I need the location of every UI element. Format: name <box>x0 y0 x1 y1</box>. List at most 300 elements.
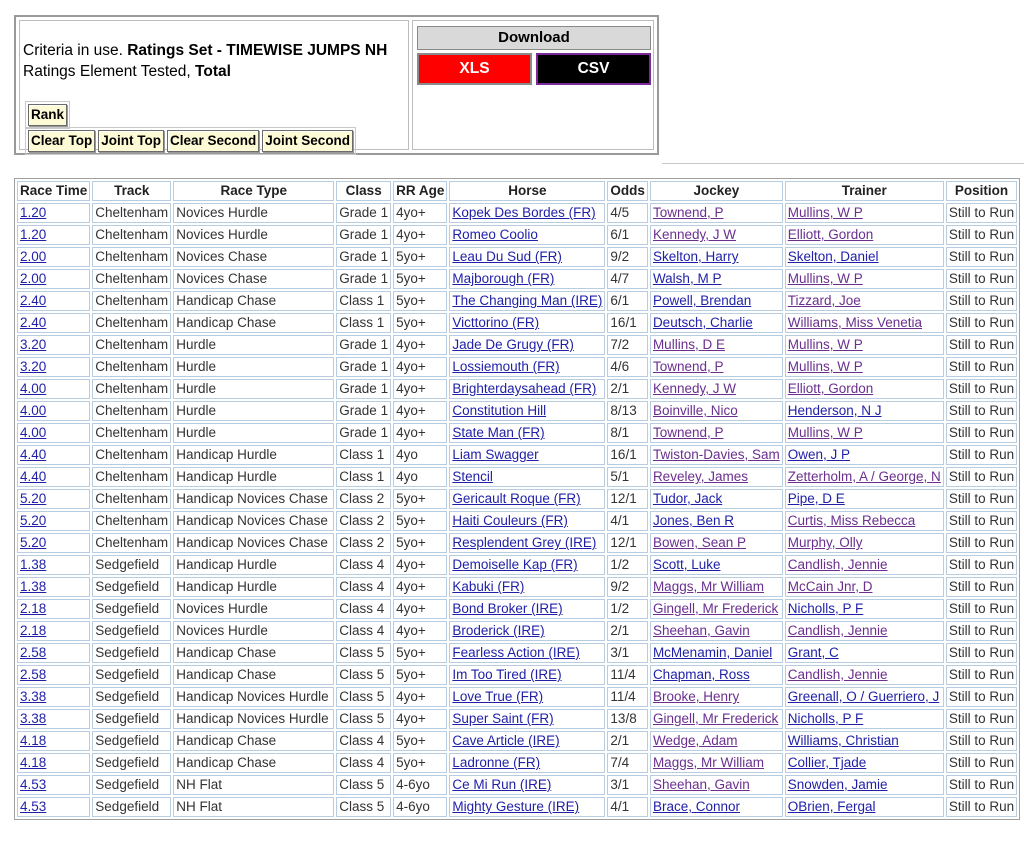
horse-link[interactable]: Romeo Coolio <box>452 227 538 242</box>
horse-link[interactable]: Jade De Grugy (FR) <box>452 337 574 352</box>
table-row <box>17 599 1017 619</box>
download-title: Download <box>417 26 651 50</box>
trainer-link[interactable]: Elliott, Gordon <box>787 381 874 396</box>
rank-group <box>25 101 70 129</box>
cell-race-time <box>17 687 90 707</box>
jockey-link[interactable]: Sheehan, Gavin <box>652 777 750 792</box>
table-row <box>17 379 1017 399</box>
jockey-link[interactable]: Bowen, Sean P <box>652 535 747 550</box>
horse-link[interactable]: Fearless Action (IRE) <box>452 645 580 660</box>
cell-class: Class 2 <box>336 489 391 509</box>
horse-link[interactable]: Kabuki (FR) <box>452 579 525 594</box>
cell-trainer <box>785 357 944 377</box>
cell-class: Class 4 <box>336 621 391 641</box>
cell-trainer <box>785 665 944 685</box>
cell-race-type: Novices Chase <box>173 269 334 289</box>
table-row <box>17 665 1017 685</box>
col-horse[interactable]: Horse <box>449 181 605 201</box>
horse-link[interactable]: Cave Article (IRE) <box>452 733 560 748</box>
race-time-link[interactable]: 2.00 <box>20 271 47 286</box>
trainer-link[interactable]: Mullins, W P <box>787 205 863 220</box>
cell-odds: 1/2 <box>607 599 648 619</box>
cell-race-time <box>17 709 90 729</box>
jockey-link[interactable]: Mullins, D E <box>652 337 725 352</box>
cell-track: Cheltenham <box>92 357 171 377</box>
cell-trainer <box>785 203 944 223</box>
horse-link[interactable]: Im Too Tired (IRE) <box>452 667 562 682</box>
cell-odds: 8/13 <box>607 401 648 421</box>
cell-trainer <box>785 753 944 773</box>
cell-class: Grade 1 <box>336 335 391 355</box>
horse-link[interactable]: Love True (FR) <box>452 689 544 704</box>
cell-position: Still to Run <box>946 709 1017 729</box>
cell-class: Class 1 <box>336 291 391 311</box>
cell-position: Still to Run <box>946 247 1017 267</box>
cell-jockey <box>650 489 783 509</box>
horse-link[interactable]: Leau Du Sud (FR) <box>452 249 562 264</box>
race-time-link[interactable]: 3.20 <box>20 359 47 374</box>
cell-horse <box>449 797 605 817</box>
download-cell <box>412 20 654 150</box>
cell-race-time <box>17 731 90 751</box>
cell-race-time <box>17 467 90 487</box>
jockey-link[interactable]: Jones, Ben R <box>652 513 734 528</box>
race-time-link[interactable]: 1.38 <box>20 579 47 594</box>
table-row <box>17 533 1017 553</box>
clear-top-button[interactable]: Clear Top <box>28 130 95 152</box>
horse-link[interactable]: Bond Broker (IRE) <box>452 601 563 616</box>
jockey-link[interactable]: Townend, P <box>652 425 724 440</box>
trainer-link[interactable]: Williams, Christian <box>787 733 899 748</box>
cell-jockey <box>650 775 783 795</box>
cell-odds: 16/1 <box>607 313 648 333</box>
cell-jockey <box>650 665 783 685</box>
cell-race-time <box>17 379 90 399</box>
cell-track: Sedgefield <box>92 665 171 685</box>
cell-track: Cheltenham <box>92 489 171 509</box>
race-time-link[interactable]: 4.53 <box>20 777 47 792</box>
race-time-link[interactable]: 5.20 <box>20 513 47 528</box>
cell-odds: 2/1 <box>607 731 648 751</box>
horse-link[interactable]: Ce Mi Run (IRE) <box>452 777 552 792</box>
cell-jockey <box>650 621 783 641</box>
cell-odds: 4/1 <box>607 511 648 531</box>
jockey-link[interactable]: Chapman, Ross <box>652 667 750 682</box>
cell-horse <box>449 555 605 575</box>
criteria-element-tested <box>23 63 231 81</box>
cell-track: Sedgefield <box>92 731 171 751</box>
trainer-link[interactable]: Candlish, Jennie <box>787 557 888 572</box>
cell-jockey <box>650 225 783 245</box>
cell-jockey <box>650 467 783 487</box>
trainer-link[interactable]: Mullins, W P <box>787 359 863 374</box>
cell-track: Cheltenham <box>92 533 171 553</box>
cell-race-type: Handicap Chase <box>173 313 334 333</box>
trainer-link[interactable]: Curtis, Miss Rebecca <box>787 513 916 528</box>
cell-position: Still to Run <box>946 445 1017 465</box>
cell-rr-age: 5yo+ <box>393 489 447 509</box>
cell-race-time <box>17 555 90 575</box>
jockey-link[interactable]: Sheehan, Gavin <box>652 623 750 638</box>
col-trainer[interactable]: Trainer <box>785 181 944 201</box>
cell-position: Still to Run <box>946 467 1017 487</box>
cell-odds: 1/2 <box>607 555 648 575</box>
trainer-link[interactable]: Snowden, Jamie <box>787 777 888 792</box>
cell-race-type: Handicap Chase <box>173 291 334 311</box>
cell-rr-age: 5yo+ <box>393 643 447 663</box>
jockey-link[interactable]: Kennedy, J W <box>652 227 736 242</box>
race-time-link[interactable]: 4.00 <box>20 381 47 396</box>
race-time-link[interactable]: 2.58 <box>20 645 47 660</box>
horse-link[interactable]: Liam Swagger <box>452 447 539 462</box>
cell-race-type: Handicap Hurdle <box>173 577 334 597</box>
cell-position: Still to Run <box>946 665 1017 685</box>
cell-odds: 4/7 <box>607 269 648 289</box>
cell-position: Still to Run <box>946 511 1017 531</box>
trainer-link[interactable]: Collier, Tjade <box>787 755 867 770</box>
cell-class: Class 1 <box>336 313 391 333</box>
table-row <box>17 731 1017 751</box>
table-row <box>17 643 1017 663</box>
cell-position: Still to Run <box>946 577 1017 597</box>
trainer-link[interactable]: Candlish, Jennie <box>787 623 888 638</box>
cell-track: Sedgefield <box>92 621 171 641</box>
download-csv-button[interactable]: CSV <box>536 53 651 85</box>
race-time-link[interactable]: 4.18 <box>20 733 47 748</box>
cell-horse <box>449 665 605 685</box>
cell-horse <box>449 533 605 553</box>
cell-odds: 4/1 <box>607 797 648 817</box>
cell-rr-age: 4yo+ <box>393 401 447 421</box>
col-jockey[interactable]: Jockey <box>650 181 783 201</box>
cell-jockey <box>650 577 783 597</box>
cell-track: Cheltenham <box>92 247 171 267</box>
cell-class: Grade 1 <box>336 203 391 223</box>
cell-track: Sedgefield <box>92 709 171 729</box>
cell-position: Still to Run <box>946 797 1017 817</box>
criteria-label: Criteria in use. <box>23 42 128 59</box>
cell-race-type: Handicap Chase <box>173 753 334 773</box>
jockey-link[interactable]: Gingell, Mr Frederick <box>652 711 779 726</box>
cell-horse <box>449 401 605 421</box>
cell-jockey <box>650 379 783 399</box>
cell-jockey <box>650 643 783 663</box>
jockey-link[interactable]: Twiston-Davies, Sam <box>652 447 780 462</box>
table-row <box>17 467 1017 487</box>
race-time-link[interactable]: 2.40 <box>20 293 47 308</box>
jockey-link[interactable]: Deutsch, Charlie <box>652 315 753 330</box>
download-xls-button[interactable]: XLS <box>417 53 532 85</box>
cell-trainer <box>785 709 944 729</box>
cell-race-type: Hurdle <box>173 379 334 399</box>
cell-race-time <box>17 291 90 311</box>
race-time-link[interactable]: 2.18 <box>20 623 47 638</box>
cell-rr-age: 4-6yo <box>393 775 447 795</box>
criteria-ratings-set <box>23 42 387 60</box>
trainer-link[interactable]: Murphy, Olly <box>787 535 863 550</box>
cell-jockey <box>650 511 783 531</box>
joint-second-button[interactable]: Joint Second <box>262 130 353 152</box>
trainer-link[interactable]: Skelton, Daniel <box>787 249 879 264</box>
race-time-link[interactable]: 5.20 <box>20 491 47 506</box>
table-row <box>17 511 1017 531</box>
trainer-link[interactable]: Mullins, W P <box>787 425 863 440</box>
cell-jockey <box>650 533 783 553</box>
trainer-link[interactable]: Mullins, W P <box>787 337 863 352</box>
cell-trainer <box>785 533 944 553</box>
cell-track: Cheltenham <box>92 203 171 223</box>
horse-link[interactable]: Ladronne (FR) <box>452 755 541 770</box>
trainer-link[interactable]: McCain Jnr, D <box>787 579 873 594</box>
cell-track: Sedgefield <box>92 797 171 817</box>
trainer-link[interactable]: Williams, Miss Venetia <box>787 315 923 330</box>
horse-link[interactable]: Super Saint (FR) <box>452 711 554 726</box>
jockey-link[interactable]: Skelton, Harry <box>652 249 739 264</box>
cell-position: Still to Run <box>946 599 1017 619</box>
trainer-link[interactable]: Tizzard, Joe <box>787 293 861 308</box>
cell-rr-age: 5yo+ <box>393 753 447 773</box>
cell-position: Still to Run <box>946 313 1017 333</box>
cell-odds: 7/4 <box>607 753 648 773</box>
cell-race-time <box>17 643 90 663</box>
cell-race-type: Novices Hurdle <box>173 599 334 619</box>
cell-position: Still to Run <box>946 379 1017 399</box>
col-track[interactable]: Track <box>92 181 171 201</box>
cell-race-type: Novices Hurdle <box>173 203 334 223</box>
col-odds[interactable]: Odds <box>607 181 648 201</box>
cell-horse <box>449 731 605 751</box>
cell-rr-age: 4-6yo <box>393 797 447 817</box>
element-label: Ratings Element Tested, <box>23 63 196 80</box>
horse-link[interactable]: Haiti Couleurs (FR) <box>452 513 568 528</box>
race-time-link[interactable]: 2.00 <box>20 249 47 264</box>
trainer-link[interactable]: Owen, J P <box>787 447 851 462</box>
cell-horse <box>449 357 605 377</box>
race-time-link[interactable]: 5.20 <box>20 535 47 550</box>
table-row <box>17 775 1017 795</box>
cell-class: Class 5 <box>336 643 391 663</box>
table-row <box>17 401 1017 421</box>
cell-race-time <box>17 445 90 465</box>
jockey-link[interactable]: Gingell, Mr Frederick <box>652 601 779 616</box>
trainer-link[interactable]: Zetterholm, A / George, N <box>787 469 941 484</box>
horse-link[interactable]: Lossiemouth (FR) <box>452 359 560 374</box>
cell-odds: 3/1 <box>607 775 648 795</box>
cell-class: Class 4 <box>336 731 391 751</box>
race-time-link[interactable]: 2.40 <box>20 315 47 330</box>
jockey-link[interactable]: Maggs, Mr William <box>652 579 764 594</box>
race-time-link[interactable]: 4.40 <box>20 469 47 484</box>
jockey-link[interactable]: Scott, Luke <box>652 557 721 572</box>
horse-link[interactable]: Victtorino (FR) <box>452 315 540 330</box>
horse-link[interactable]: Majborough (FR) <box>452 271 555 286</box>
jockey-link[interactable]: Maggs, Mr William <box>652 755 764 770</box>
cell-horse <box>449 511 605 531</box>
horse-link[interactable]: The Changing Man (IRE) <box>452 293 603 308</box>
table-row <box>17 489 1017 509</box>
cell-track: Cheltenham <box>92 225 171 245</box>
cell-track: Cheltenham <box>92 379 171 399</box>
cell-position: Still to Run <box>946 555 1017 575</box>
cell-odds: 6/1 <box>607 291 648 311</box>
cell-odds: 13/8 <box>607 709 648 729</box>
cell-horse <box>449 753 605 773</box>
trainer-link[interactable]: Candlish, Jennie <box>787 667 888 682</box>
jockey-link[interactable]: Powell, Brendan <box>652 293 752 308</box>
cell-odds: 8/1 <box>607 423 648 443</box>
col-position[interactable]: Position <box>946 181 1017 201</box>
cell-track: Sedgefield <box>92 687 171 707</box>
cell-horse <box>449 577 605 597</box>
trainer-link[interactable]: Henderson, N J <box>787 403 882 418</box>
cell-class: Grade 1 <box>336 379 391 399</box>
clear-second-button[interactable]: Clear Second <box>167 130 259 152</box>
cell-rr-age: 4yo+ <box>393 577 447 597</box>
cell-race-time <box>17 511 90 531</box>
horse-link[interactable]: State Man (FR) <box>452 425 545 440</box>
cell-class: Grade 1 <box>336 357 391 377</box>
cell-class: Grade 1 <box>336 247 391 267</box>
race-time-link[interactable]: 1.20 <box>20 227 47 242</box>
horse-link[interactable]: Mighty Gesture (IRE) <box>452 799 580 814</box>
horse-link[interactable]: Gericault Roque (FR) <box>452 491 581 506</box>
horse-link[interactable]: Stencil <box>452 469 493 484</box>
cell-position: Still to Run <box>946 225 1017 245</box>
cell-odds: 4/5 <box>607 203 648 223</box>
rank-button[interactable]: Rank <box>28 104 67 126</box>
horse-link[interactable]: Broderick (IRE) <box>452 623 545 638</box>
cell-rr-age: 4yo+ <box>393 423 447 443</box>
cell-position: Still to Run <box>946 401 1017 421</box>
jockey-link[interactable]: Brooke, Henry <box>652 689 740 704</box>
race-time-link[interactable]: 4.18 <box>20 755 47 770</box>
cell-race-time <box>17 247 90 267</box>
element-value: Total <box>195 63 231 80</box>
race-time-link[interactable]: 2.58 <box>20 667 47 682</box>
cell-rr-age: 4yo+ <box>393 379 447 399</box>
cell-race-type: Handicap Novices Hurdle <box>173 687 334 707</box>
cell-race-type: Handicap Chase <box>173 665 334 685</box>
cell-class: Class 5 <box>336 797 391 817</box>
col-rr-age[interactable]: RR Age <box>393 181 447 201</box>
cell-trainer <box>785 467 944 487</box>
race-time-link[interactable]: 4.00 <box>20 403 47 418</box>
trainer-link[interactable]: Elliott, Gordon <box>787 227 874 242</box>
cell-odds: 11/4 <box>607 665 648 685</box>
jockey-link[interactable]: Boinville, Nico <box>652 403 738 418</box>
race-time-link[interactable]: 1.38 <box>20 557 47 572</box>
cell-race-time <box>17 621 90 641</box>
cell-odds: 2/1 <box>607 379 648 399</box>
cell-position: Still to Run <box>946 731 1017 751</box>
trainer-link[interactable]: Mullins, W P <box>787 271 863 286</box>
cell-horse <box>449 269 605 289</box>
cell-trainer <box>785 247 944 267</box>
jockey-link[interactable]: Walsh, M P <box>652 271 722 286</box>
cell-class: Class 4 <box>336 555 391 575</box>
race-time-link[interactable]: 2.18 <box>20 601 47 616</box>
cell-position: Still to Run <box>946 335 1017 355</box>
trainer-link[interactable]: Nicholls, P F <box>787 711 864 726</box>
cell-race-time <box>17 753 90 773</box>
cell-trainer <box>785 621 944 641</box>
race-time-link[interactable]: 4.40 <box>20 447 47 462</box>
cell-horse <box>449 687 605 707</box>
cell-trainer <box>785 489 944 509</box>
cell-odds: 7/2 <box>607 335 648 355</box>
cell-trainer <box>785 775 944 795</box>
horse-link[interactable]: Brighterdaysahead (FR) <box>452 381 597 396</box>
trainer-link[interactable]: Greenall, O / Guerriero, J <box>787 689 940 704</box>
cell-race-type: Handicap Hurdle <box>173 467 334 487</box>
race-time-link[interactable]: 3.38 <box>20 711 47 726</box>
cell-horse <box>449 643 605 663</box>
horse-link[interactable]: Kopek Des Bordes (FR) <box>452 205 596 220</box>
cell-race-type: Handicap Novices Chase <box>173 511 334 531</box>
trainer-link[interactable]: OBrien, Fergal <box>787 799 876 814</box>
col-class[interactable]: Class <box>336 181 391 201</box>
cell-class: Class 2 <box>336 511 391 531</box>
table-row <box>17 555 1017 575</box>
cell-class: Class 5 <box>336 665 391 685</box>
jockey-link[interactable]: Wedge, Adam <box>652 733 738 748</box>
cell-race-type: Novices Chase <box>173 247 334 267</box>
race-time-link[interactable]: 1.20 <box>20 205 47 220</box>
cell-class: Class 2 <box>336 533 391 553</box>
joint-top-button[interactable]: Joint Top <box>98 130 164 152</box>
jockey-link[interactable]: Kennedy, J W <box>652 381 736 396</box>
cell-odds: 9/2 <box>607 577 648 597</box>
race-time-link[interactable]: 4.53 <box>20 799 47 814</box>
horse-link[interactable]: Resplendent Grey (IRE) <box>452 535 597 550</box>
cell-race-type: Novices Hurdle <box>173 621 334 641</box>
race-time-link[interactable]: 3.20 <box>20 337 47 352</box>
cell-class: Class 5 <box>336 709 391 729</box>
table-row <box>17 445 1017 465</box>
jockey-link[interactable]: Reveley, James <box>652 469 748 484</box>
cell-trainer <box>785 643 944 663</box>
cell-trainer <box>785 599 944 619</box>
cell-rr-age: 4yo+ <box>393 555 447 575</box>
cell-jockey <box>650 423 783 443</box>
jockey-link[interactable]: Brace, Connor <box>652 799 740 814</box>
jockey-link[interactable]: Townend, P <box>652 205 724 220</box>
cell-horse <box>449 203 605 223</box>
cell-odds: 4/6 <box>607 357 648 377</box>
cell-rr-age: 5yo+ <box>393 313 447 333</box>
trainer-link[interactable]: Nicholls, P F <box>787 601 864 616</box>
cell-race-type: Handicap Novices Chase <box>173 533 334 553</box>
cell-horse <box>449 379 605 399</box>
criteria-value: Ratings Set - TIMEWISE JUMPS NH <box>127 42 388 59</box>
horse-link[interactable]: Demoiselle Kap (FR) <box>452 557 578 572</box>
col-race-time[interactable]: Race Time <box>17 181 90 201</box>
race-time-link[interactable]: 3.38 <box>20 689 47 704</box>
trainer-link[interactable]: Grant, C <box>787 645 839 660</box>
criteria-panel <box>14 15 659 155</box>
jockey-link[interactable]: McMenamin, Daniel <box>652 645 773 660</box>
cell-rr-age: 4yo <box>393 445 447 465</box>
cell-jockey <box>650 247 783 267</box>
jockey-link[interactable]: Tudor, Jack <box>652 491 723 506</box>
col-race-type[interactable]: Race Type <box>173 181 334 201</box>
table-row <box>17 247 1017 267</box>
jockey-link[interactable]: Townend, P <box>652 359 724 374</box>
race-time-link[interactable]: 4.00 <box>20 425 47 440</box>
cell-trainer <box>785 687 944 707</box>
horse-link[interactable]: Constitution Hill <box>452 403 547 418</box>
trainer-link[interactable]: Pipe, D E <box>787 491 845 506</box>
